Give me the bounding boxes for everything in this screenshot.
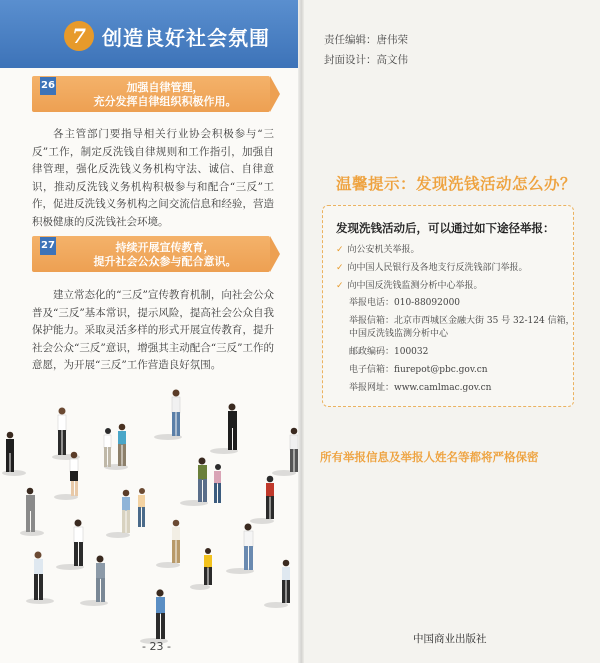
report-postcode: 邮政编码：100032 bbox=[349, 347, 429, 357]
section-26-heading bbox=[60, 81, 270, 109]
report-channel bbox=[336, 278, 483, 291]
section-26-body: 各主管部门要指导相关行业协会积极参与“三反”工作，制定反洗钱自律规则和工作指引，加强自律管理，强化反洗钱义务机构守法、诚信、自律意识，推动反洗钱义务机构积极参与和配合“三反”工作，促进反洗钱义务机构之间交流信息和经验，营造积极健康的反洗钱社会环境。 bbox=[32, 128, 274, 228]
report-channel-text: 向中国人民银行及各地支行反洗钱部门举报。 bbox=[347, 263, 528, 273]
page-number: - 23 - bbox=[142, 640, 171, 653]
report-heading: 发现洗钱活动后，可以通过如下途径举报： bbox=[336, 221, 555, 235]
report-mailbox: 举报信箱：北京市西城区金融大街 35 号 32-124 信箱， bbox=[349, 316, 575, 326]
person-figure bbox=[52, 408, 80, 461]
person-figure bbox=[214, 464, 221, 503]
person-figure bbox=[140, 589, 168, 644]
check-icon: ✓ bbox=[336, 245, 344, 255]
person-figure bbox=[156, 520, 180, 568]
report-channel-text: 向中国反洗钱监测分析中心举报。 bbox=[347, 281, 483, 291]
section-26-heading-line-2: 充分发挥自律组织积极作用。 bbox=[93, 95, 237, 108]
report-phone: 举报电话：010-88092000 bbox=[349, 298, 461, 308]
person-figure bbox=[26, 552, 54, 605]
crowd-illustration bbox=[0, 385, 298, 663]
report-channel-text: 向公安机关举报。 bbox=[347, 245, 420, 255]
report-mailbox-recipient: 中国反洗钱监测分析中心 bbox=[349, 329, 449, 339]
credit-cover-design: 封面设计：高文伟 bbox=[324, 54, 408, 66]
person-figure bbox=[56, 520, 84, 571]
publisher-name: 中国商业出版社 bbox=[413, 633, 487, 645]
report-channel bbox=[336, 242, 420, 255]
person-figure bbox=[226, 524, 254, 575]
tip-title: 温馨提示：发现洗钱活动怎么办？ bbox=[336, 175, 577, 193]
report-channel bbox=[336, 260, 528, 273]
confidentiality-note: 所有举报信息及举报人姓名等都将严格保密 bbox=[320, 450, 539, 464]
person-figure bbox=[272, 428, 298, 476]
person-figure bbox=[180, 458, 208, 507]
section-27-body: 建立常态化的“三反”宣传教育机制，向社会公众普及“三反”基本常识，提示风险，提高社会公众自我保护能力。采取灵活多样的形式开展宣传教育，提升社会公众“三反”意识，增强其主动配合“三反”工作的意愿，为开展“三反”工作营造良好氛围。 bbox=[32, 289, 274, 372]
person-figure bbox=[154, 390, 182, 441]
person-figure bbox=[264, 560, 290, 608]
person-figure bbox=[138, 488, 145, 527]
person-figure bbox=[80, 556, 108, 607]
crowd-figures bbox=[0, 385, 298, 663]
person-figure bbox=[190, 548, 212, 590]
credit-editor: 责任编辑：唐伟荣 bbox=[324, 34, 408, 46]
check-icon: ✓ bbox=[336, 281, 344, 291]
person-figure bbox=[250, 476, 274, 524]
section-27-heading-line-2: 提升社会公众参与配合意识。 bbox=[93, 255, 237, 268]
person-figure bbox=[20, 488, 44, 536]
person-figure bbox=[104, 428, 111, 467]
check-icon: ✓ bbox=[336, 263, 344, 273]
report-website: 举报网址：www.camlmac.gov.cn bbox=[349, 383, 492, 393]
section-27-heading-line-1: 持续开展宣传教育， bbox=[115, 241, 215, 254]
section-26-heading-line-1: 加强自律管理， bbox=[126, 81, 204, 94]
section-27-heading bbox=[60, 241, 270, 269]
section-26-number: 26 bbox=[40, 77, 56, 95]
person-figure bbox=[210, 404, 238, 455]
chapter-title: 创造良好社会氛围 bbox=[102, 26, 270, 50]
chapter-number-badge: 7 bbox=[64, 21, 94, 51]
page-fold bbox=[298, 0, 304, 663]
section-27-number: 27 bbox=[40, 237, 56, 255]
report-email: 电子信箱：fiurepot@pbc.gov.cn bbox=[349, 365, 488, 375]
person-figure bbox=[2, 432, 26, 476]
person-figure bbox=[106, 490, 130, 538]
